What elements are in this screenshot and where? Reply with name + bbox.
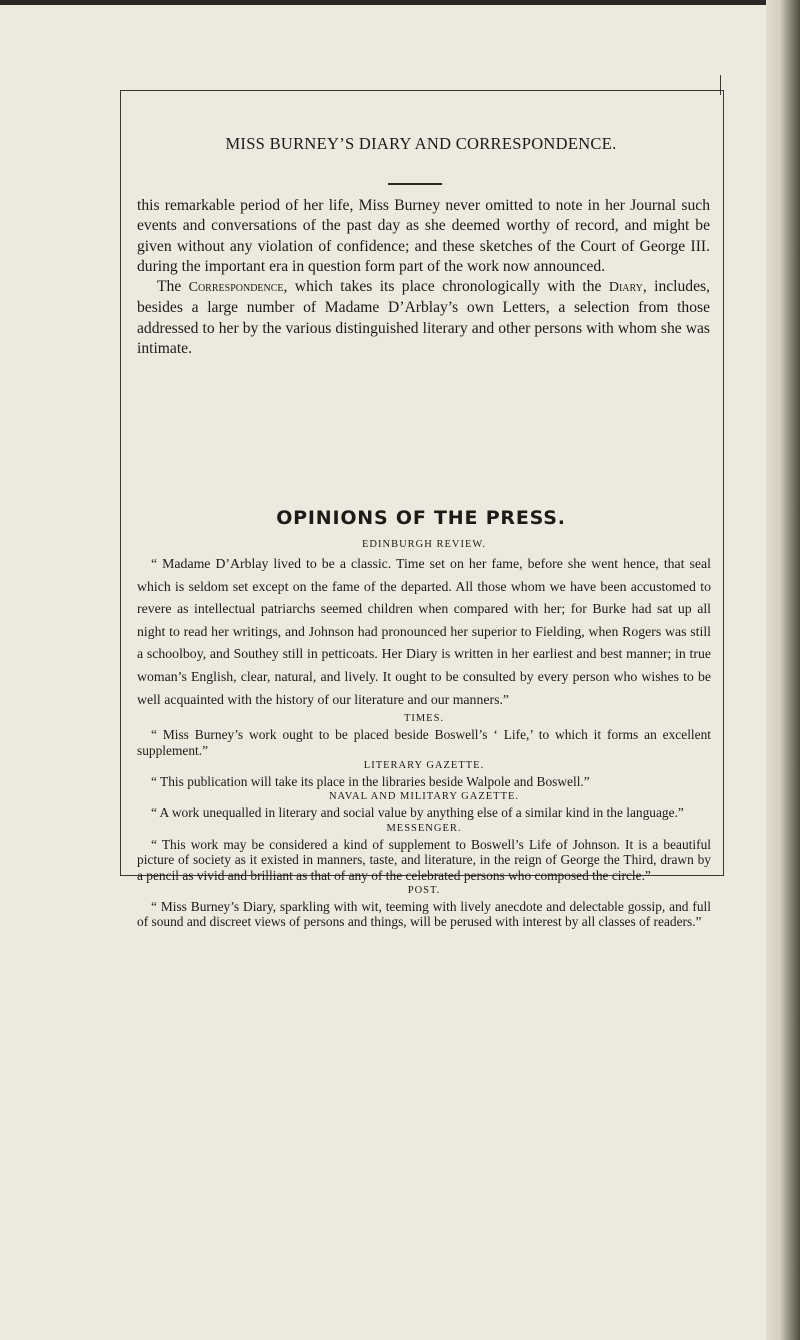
review-source: POST. xyxy=(407,885,441,896)
review-quote: “ Miss Burney’s work ought to be placed beside Boswell’s ‘ Life,’ to which it forms an excellent supplement.” xyxy=(137,727,711,758)
header-rule xyxy=(388,183,442,185)
p2-text-a: The xyxy=(157,278,189,296)
review-quote: “ This work may be considered a kind of supplement to Boswell’s Life of Johnson. It is a beautiful picture of society as it existed in manners, taste, and literature, in the reign of George the Third, drawn by a pencil as vivid and brilliant as that of any of the celebrated persons who composed the circle.” xyxy=(137,836,711,883)
review-quote: “ Miss Burney’s Diary, sparkling with wit, teeming with lively anecdote and delectable gossip, and full of sound and discreet views of persons and things, will be perused with interest by all classes of readers.” xyxy=(137,899,711,930)
p2-text-b: , which takes its place chronologically with the xyxy=(283,278,609,296)
press-opinions-heading: OPINIONS OF THE PRESS. xyxy=(276,507,566,529)
review-source: LITERARY GAZETTE. xyxy=(363,759,485,771)
diary-smallcaps: Diary xyxy=(608,280,643,296)
review-quote: “ A work unequalled in literary and social value by anything else of a similar kind in the language.” xyxy=(151,805,684,821)
intro-paragraph-2 xyxy=(137,277,710,359)
review-source: EDINBURGH REVIEW. xyxy=(362,539,486,550)
correspondence-smallcaps: Correspondence xyxy=(188,280,284,296)
top-edge-line xyxy=(0,0,800,5)
review-quote: “ Madame D’Arblay lived to be a classic. Time set on her fame, before she went hence, that seal which is seldom set except on the fame of the departed. All those whom we have been accustomed to revere as intellectual patriarchs seemed children when compared with her; for Burke had sat up all night to read her writings, and Johnson had pronounced her superior to Fielding, when Rogers was still a schoolboy, and Southey still in petticoats. Her Diary is written in her earliest and best manner; in true woman’s English, clear, natural, and lively. It ought to be consulted by every person who wishes to be well acquainted with the history of our literature and our manners.” xyxy=(137,556,711,707)
review-quote: “ This publication will take its place in the libraries beside Walpole and Boswell.” xyxy=(151,773,590,789)
page-edge-shadow xyxy=(766,0,800,1340)
press-reviews xyxy=(137,537,711,930)
review-source: MESSENGER. xyxy=(386,822,462,834)
running-header: MISS BURNEY’S DIARY AND CORRESPONDENCE. xyxy=(225,134,617,153)
review-source: NAVAL AND MILITARY GAZETTE. xyxy=(328,791,520,803)
intro-text xyxy=(137,196,710,359)
review-source: TIMES. xyxy=(403,713,445,725)
intro-paragraph-1: this remarkable period of her life, Miss Burney never omitted to note in her Journal such events and conversations of the past day as she deemed worthy of record, and might be given without any violation of confidence; and these sketches of the Court of George III. during the important era in question form part of the work now announced. xyxy=(137,197,710,275)
p2-text-c: , includes, besides a large number of Madame D’Arblay’s own Letters, a selection from those addressed to her by the various distinguished literary and other persons with whom she was intimate. xyxy=(137,278,710,358)
